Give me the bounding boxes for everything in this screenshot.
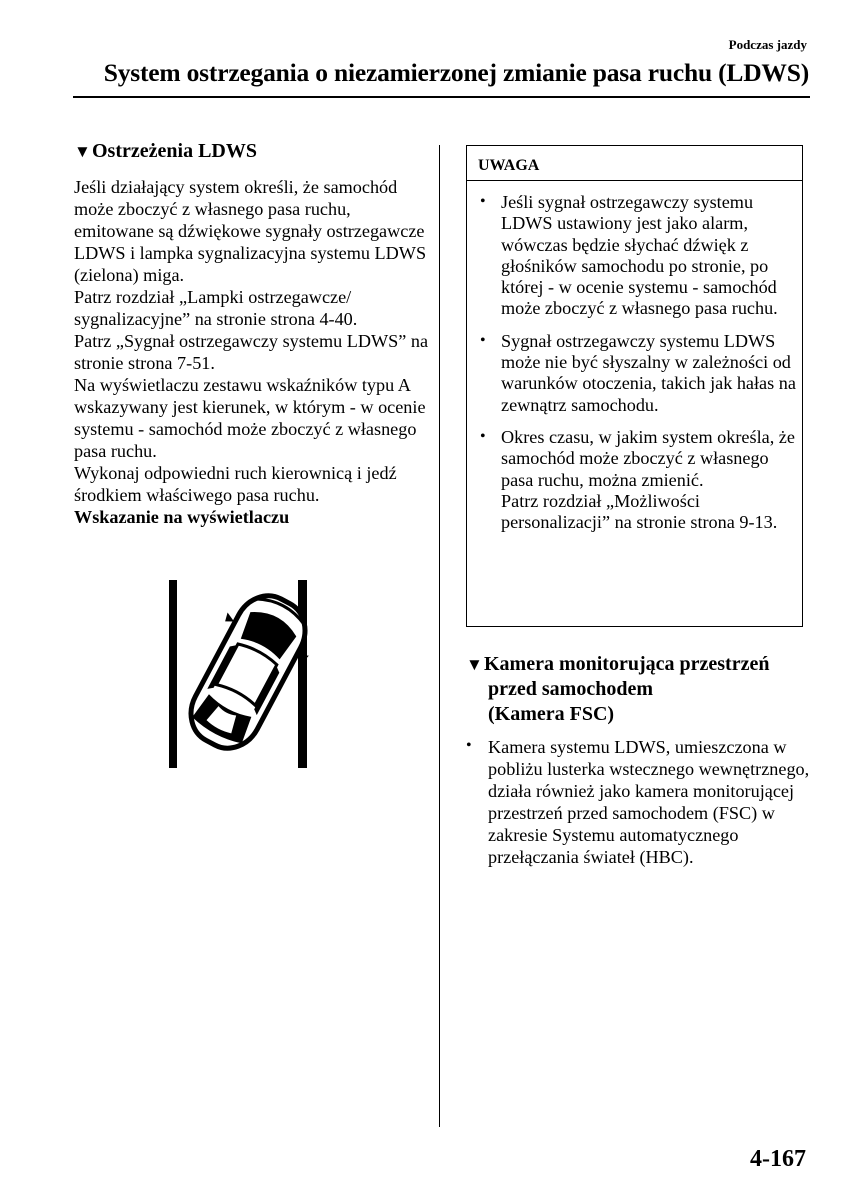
section-heading-line: Kamera monitorująca przestrzeń	[484, 653, 770, 675]
note-list	[480, 192, 798, 544]
display-indication-subheading: Wskazanie na wyświetlaczu	[74, 507, 290, 527]
note-item-reference: Patrz rozdział „Możliwości personalizacji” na stronie strona 9-13.	[501, 490, 778, 533]
note-item-text: Jeśli sygnał ostrzegawczy systemu LDWS ustawiony jest jako alarm, wówczas będzie słychać dźwięk z głośników samochodu po stronie, po której - w ocenie systemu - samochód może zboczyć z własnego pasa ruchu.	[501, 192, 778, 319]
note-item-text: Sygnał ostrzegawczy systemu LDWS może nie być słyszalny w zależności od warunków otoczenia, takich jak hałas na zewnątrz samochodu.	[501, 330, 796, 415]
column-divider	[439, 145, 440, 1127]
note-box	[466, 145, 803, 627]
paragraph: Jeśli działający system określi, że samochód może zboczyć z własnego pasa ruchu, emitowane są dźwiękowe sygnały ostrzegawcze LDWS i lampka sygnalizacyjna systemu LDWS (zielona) miga.	[74, 177, 427, 285]
section-heading-line: przed samochodem	[488, 678, 653, 700]
paragraph: Patrz rozdział „Lampki ostrzegawcze/ sygnalizacyjne” na stronie strona 4-40.	[74, 287, 358, 329]
list-item-text: Kamera systemu LDWS, umieszczona w pobliżu lusterka wstecznego wewnętrznego, działa również jako kamera monitorującej przestrzeń przed samochodem (FSC) w zakresie Systemu automatycznego przełączania świateł (HBC).	[488, 737, 810, 867]
bullet-icon: •	[480, 193, 486, 210]
title-rule	[73, 96, 810, 98]
section-heading-text: Ostrzeżenia LDWS	[92, 140, 257, 162]
section-heading-ldws-warnings	[74, 139, 257, 164]
list-item	[480, 427, 798, 533]
section-label: Podczas jazdy	[728, 37, 807, 52]
bullet-icon: •	[466, 737, 472, 754]
left-body-text	[74, 176, 429, 528]
paragraph: Patrz „Sygnał ostrzegawczy systemu LDWS” na stronie strona 7-51.	[74, 331, 429, 373]
note-item-text: Okres czasu, w jakim system określa, że samochód może zboczyć z własnego pasa ruchu, można zmienić.	[501, 426, 795, 490]
bullet-icon: •	[480, 427, 486, 445]
bullet-icon: •	[480, 331, 486, 349]
paragraph: Na wyświetlaczu zestawu wskaźników typu A wskazywany jest kierunek, w którym - w ocenie systemu - samochód może zboczyć z własnego pasa ruchu.	[74, 375, 426, 461]
list-item	[466, 736, 811, 868]
page-title: System ostrzegania o niezamierzonej zmianie pasa ruchu (LDWS)	[103, 58, 809, 87]
section-heading-line: (Kamera FSC)	[488, 703, 615, 725]
page-number: 4-167	[750, 1146, 806, 1172]
list-item	[480, 331, 798, 416]
fsc-camera-list	[466, 736, 811, 868]
car-lane-departure-icon	[163, 580, 313, 770]
section-heading-fsc-camera	[466, 652, 811, 727]
triangle-marker-icon: ▼	[466, 655, 483, 674]
note-label: UWAGA	[467, 146, 802, 181]
paragraph: Wykonaj odpowiedni ruch kierownicą i jedź środkiem właściwego pasa ruchu.	[74, 463, 397, 505]
triangle-marker-icon: ▼	[74, 142, 91, 161]
list-item	[480, 192, 798, 320]
